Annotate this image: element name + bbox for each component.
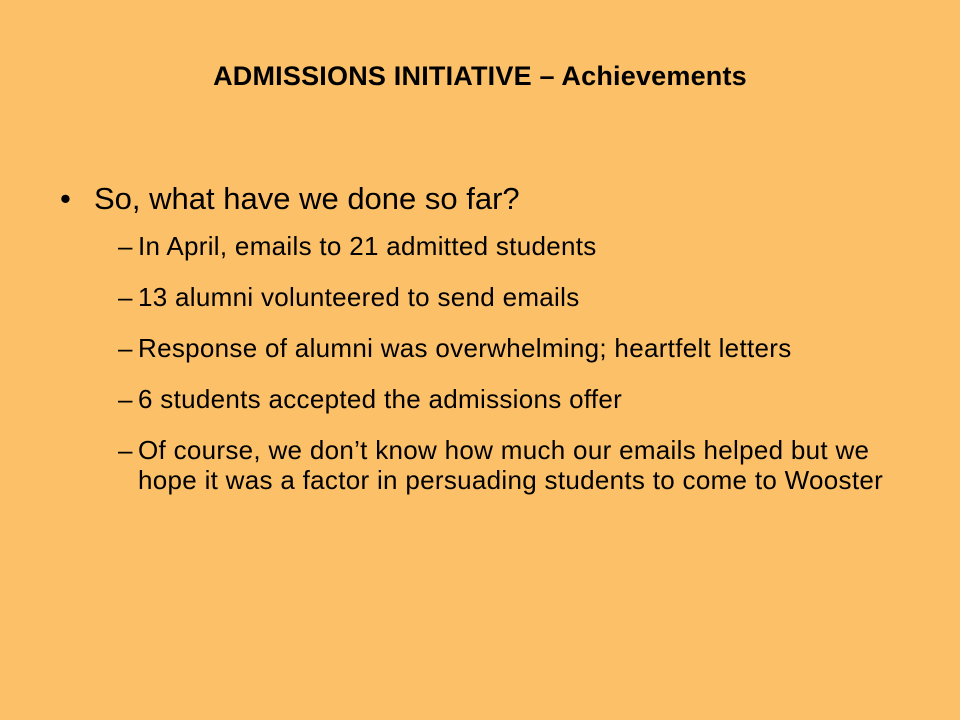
dash-marker: – (118, 333, 133, 363)
sub-bullet-list (60, 231, 900, 495)
sub-bullet-text: Response of alumni was overwhelming; heartfelt letters (138, 333, 792, 363)
dash-marker: – (118, 384, 133, 414)
sub-bullet-item (60, 231, 900, 261)
main-bullet-text: So, what have we done so far? (94, 181, 520, 216)
sub-bullet-item (60, 333, 900, 363)
dash-marker: – (118, 435, 133, 465)
slide-body (60, 176, 900, 516)
main-bullet (60, 176, 900, 222)
slide-title: ADMISSIONS INITIATIVE – Achievements (213, 61, 747, 91)
bullet-marker: • (60, 181, 71, 216)
dash-marker: – (118, 282, 133, 312)
sub-bullet-item (60, 435, 900, 495)
sub-bullet-text: In April, emails to 21 admitted students (138, 231, 597, 261)
sub-bullet-text: Of course, we don’t know how much our emails helped but we hope it was a factor in persuading students to come to Wooster (138, 435, 884, 495)
sub-bullet-text: 13 alumni volunteered to send emails (138, 282, 580, 312)
dash-marker: – (118, 231, 133, 261)
sub-bullet-item (60, 384, 900, 414)
sub-bullet-text: 6 students accepted the admissions offer (138, 384, 623, 414)
sub-bullet-item (60, 282, 900, 312)
